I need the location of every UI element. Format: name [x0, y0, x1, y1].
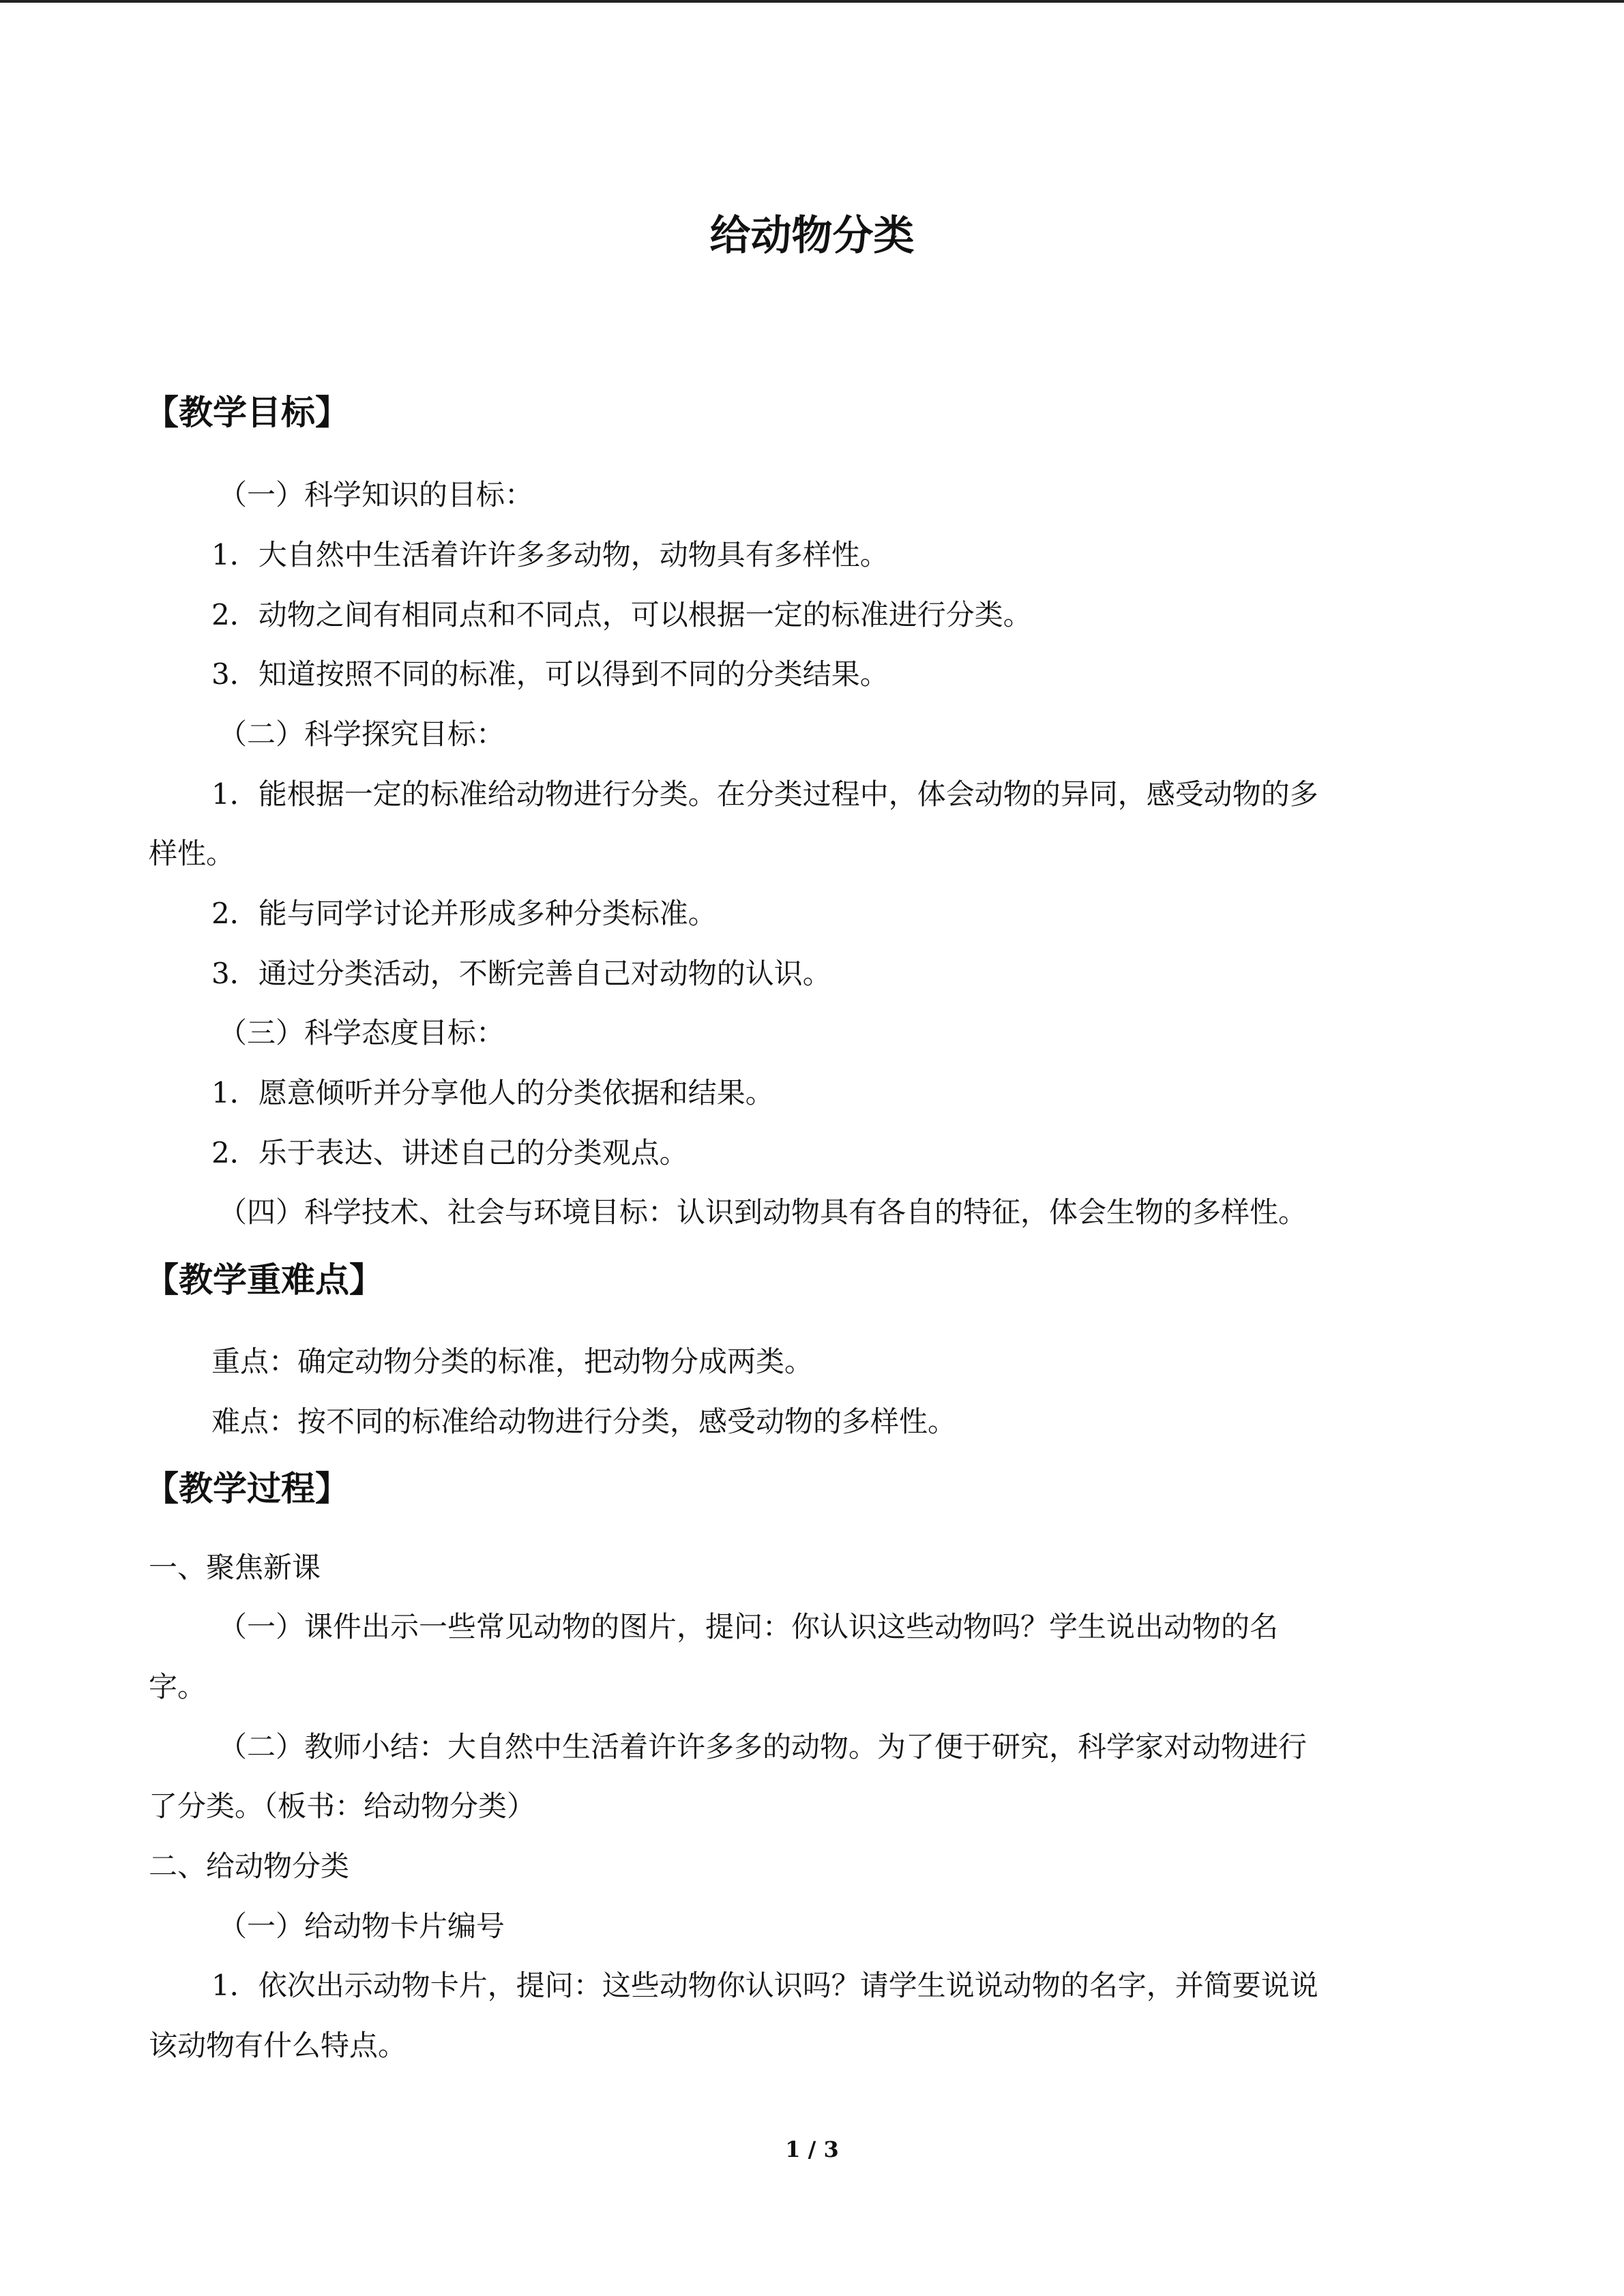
process-line: 该动物有什么特点。 — [149, 2029, 407, 2062]
goal-line: 2．能与同学讨论并形成多种分类标准。 — [211, 897, 717, 930]
goal-line: 样性。 — [149, 837, 235, 870]
goal-line: 3．知道按照不同的标准，可以得到不同的分类结果。 — [211, 657, 889, 691]
process-line: 字。 — [149, 1670, 207, 1703]
goal-line: 1．大自然中生活着许许多多动物，动物具有多样性。 — [211, 538, 889, 571]
document-title: 给动物分类 — [709, 212, 915, 260]
key-point-line: 重点：确定动物分类的标准，把动物分成两类。 — [211, 1345, 814, 1378]
process-line: （一）课件出示一些常见动物的图片，提问：你认识这些动物吗？学生说出动物的名 — [218, 1610, 1279, 1643]
heading-teaching-goals: 【教学目标】 — [145, 393, 349, 432]
heading-teaching-process: 【教学过程】 — [145, 1469, 349, 1508]
process-line: 1．依次出示动物卡片，提问：这些动物你认识吗？请学生说说动物的名字，并简要说说 — [211, 1969, 1318, 2002]
goal-line: （四）科学技术、社会与环境目标：认识到动物具有各自的特征，体会生物的多样性。 — [218, 1195, 1308, 1229]
goal-line: 1．能根据一定的标准给动物进行分类。在分类过程中，体会动物的异同，感受动物的多 — [211, 777, 1318, 811]
process-line: （二）教师小结：大自然中生活着许许多多的动物。为了便于研究，科学家对动物进行 — [218, 1730, 1308, 1763]
goal-line: 1．愿意倾听并分享他人的分类依据和结果。 — [211, 1076, 774, 1109]
heading-key-difficulties: 【教学重难点】 — [145, 1260, 383, 1300]
process-line: 一、聚焦新课 — [149, 1551, 321, 1584]
goal-line: 3．通过分类活动，不断完善自己对动物的认识。 — [211, 957, 831, 990]
goal-line: （一）科学知识的目标： — [218, 478, 534, 511]
goal-line: 2．乐于表达、讲述自己的分类观点。 — [211, 1136, 688, 1169]
difficulty-line: 难点：按不同的标准给动物进行分类，感受动物的多样性。 — [211, 1405, 957, 1438]
process-line: （一）给动物卡片编号 — [218, 1909, 505, 1943]
goal-line: （二）科学探究目标： — [218, 717, 505, 751]
process-line: 二、给动物分类 — [149, 1849, 350, 1883]
top-border-line — [0, 0, 1624, 3]
goal-line: （三）科学态度目标： — [218, 1016, 505, 1049]
process-line: 了分类。（板书：给动物分类） — [149, 1789, 536, 1823]
page-number: 1 / 3 — [785, 2136, 839, 2162]
goal-line: 2．动物之间有相同点和不同点，可以根据一定的标准进行分类。 — [211, 598, 1032, 631]
